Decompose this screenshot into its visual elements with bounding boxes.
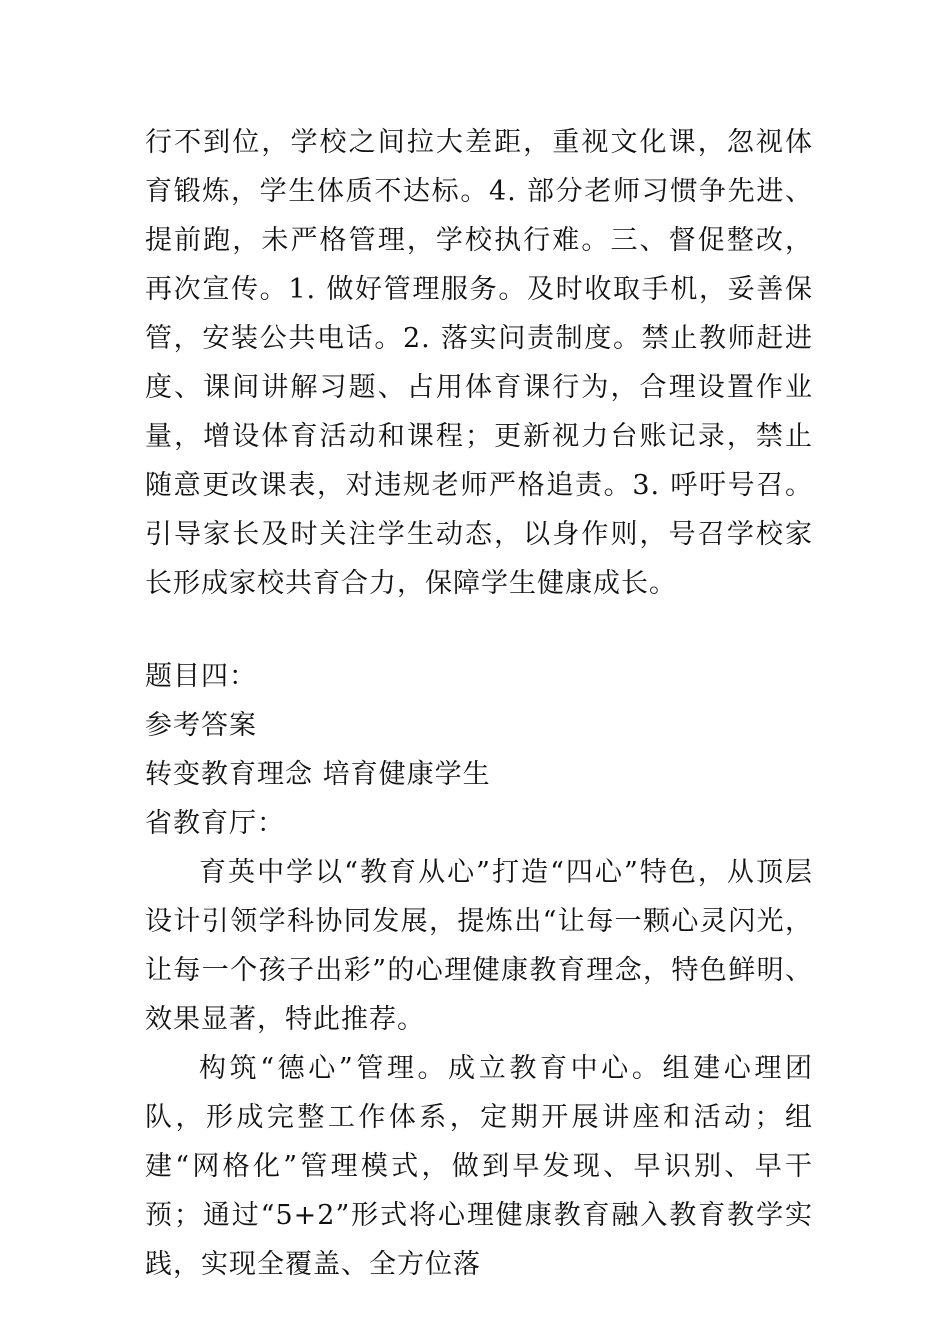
paragraph-recommendation: 育英中学以“教育从心”打造“四心”特色，从顶层设计引领学科协同发展，提炼出“让每一颗心灵闪光，让每一个孩子出彩”的心理健康教育理念，特色鲜明、效果显著，特此推荐。 <box>145 857 813 1035</box>
question-label: 题目四： <box>145 661 257 692</box>
paragraph-moral-management: 构筑“德心”管理。成立教育中心。组建心理团队，形成完整工作体系，定期开展讲座和活动；组建“网格化”管理模式，做到早发现、早识别、早干预；通过“5+2”形式将心理健康教育融入教育教学实践，实现全覆盖、全方位落 <box>145 1053 813 1280</box>
answer-label: 参考答案 <box>145 710 257 741</box>
document-page <box>145 118 813 1289</box>
salutation: 省教育厅： <box>145 808 285 839</box>
spacer <box>145 608 813 652</box>
document-title: 转变教育理念 培育健康学生 <box>145 759 491 790</box>
intro-paragraph: 行不到位，学校之间拉大差距，重视文化课，忽视体育锻炼，学生体质不达标。4. 部分老师习惯争先进、提前跑，未严格管理，学校执行难。三、督促整改，再次宣传。1. 做好管理服务。及时收取手机，妥善保管，安装公共电话。2. 落实问责制度。禁止教师赶进度、课间讲解习题、占用体育课行为，合理设置作业量，增设体育活动和课程；更新视力台账记录，禁止随意更改课表，对违规老师严格追责。3. 呼吁号召。引导家长及时关注学生动态，以身作则，号召学校家长形成家校共育合力，保障学生健康成长。 <box>145 127 813 599</box>
